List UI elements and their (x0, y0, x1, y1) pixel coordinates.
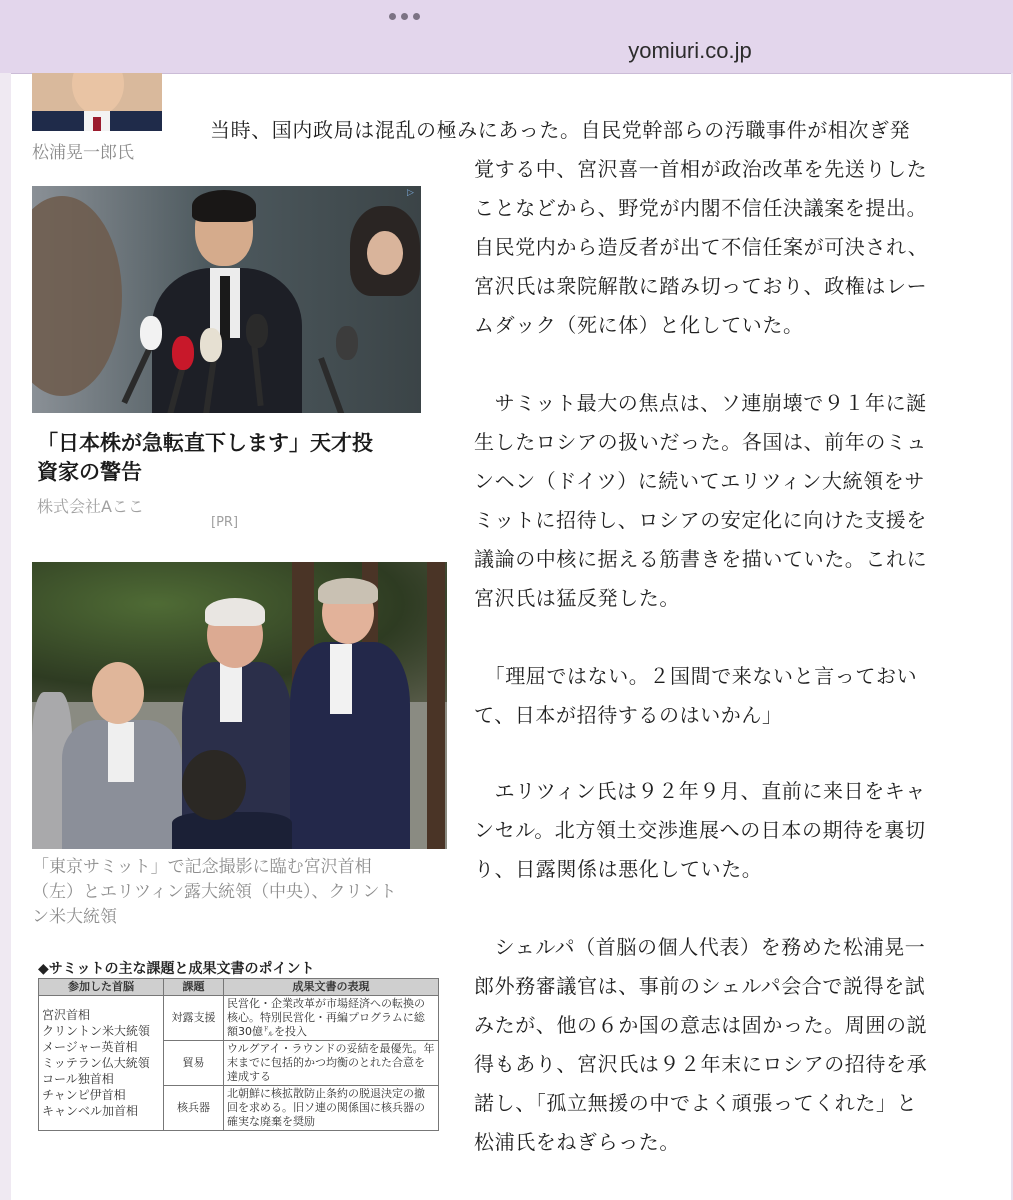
portrait-photo (32, 73, 162, 131)
article-line: 松浦氏をねぎらった。 (474, 1130, 680, 1154)
article-line: みたが、他の６か国の意志は固かった。周囲の説 (474, 1013, 928, 1037)
browser-address-bar (0, 0, 1013, 74)
portrait-caption: 松浦晃一郎氏 (32, 143, 134, 163)
ad-choices-icon[interactable]: ▷ (407, 188, 414, 198)
leaders-cell: 宮沢首相 クリントン米大統領 メージャー英首相 ミッテラン仏大統領 コール独首相 チャンピ伊首相 キャンベル加首相 (39, 996, 164, 1131)
table-cell: 民営化・企業改革が市場経済への転換の核心。特別民営化・再編プログラムに総額30億㌦を投入 (224, 996, 439, 1041)
article-line: て、日本が招待するのはいかん」 (474, 703, 783, 727)
article-line: 宮沢氏は衆院解散に踏み切っており、政権はレー (474, 274, 928, 298)
article-line: シェルパ（首脳の個人代表）を務めた松浦晃一 (474, 935, 926, 959)
summit-photo (32, 562, 447, 849)
cube-icon: ◆ (38, 961, 49, 977)
table-topic: 対露支援 (164, 996, 224, 1041)
article-line: 覚する中、宮沢喜一首相が政治改革を先送りした (474, 157, 928, 181)
ad-pr-label: [PR] (211, 515, 239, 530)
ad-sponsor[interactable]: 株式会社Aここ (37, 497, 144, 516)
article-line: 当時、国内政局は混乱の極みにあった。自民党幹部らの汚職事件が相次ぎ発 (210, 118, 911, 142)
table-title: ◆サミットの主な課題と成果文書のポイント (38, 961, 315, 977)
article-line: サミット最大の焦点は、ソ連崩壊で９１年に誕 (474, 391, 927, 415)
article-line: ミットに招待し、ロシアの安定化に向けた支援を (474, 508, 927, 532)
article-line: 「理屈ではない。２国間で来ないと言っておい (474, 664, 918, 688)
article-line: ことなどから、野党が内閣不信任決議案を提出。 (474, 196, 928, 220)
summit-photo-caption: 「東京サミット」で記念撮影に臨む宮沢首相 （左）とエリツィン露大統領（中央）、クリント ン米大統領 (32, 857, 397, 927)
table-topic: 貿易 (164, 1041, 224, 1086)
article-line: り、日露関係は悪化していた。 (474, 857, 763, 881)
article-line: 諾し、「孤立無援の中でよく頑張ってくれた」と (474, 1091, 918, 1115)
article-line: 議論の中核に据える筋書きを描いていた。これに (474, 547, 928, 571)
table-header: 参加した首脳 (39, 979, 164, 996)
article-line: ムダック（死に体）と化していた。 (474, 313, 804, 337)
article-line: 郎外務審議官は、事前のシェルパ会合で説得を試 (474, 974, 926, 998)
more-dots-icon[interactable] (389, 13, 420, 20)
summit-points-table (38, 978, 439, 1131)
page-edge (0, 73, 11, 1200)
article-line: エリツィン氏は９２年９月、直前に来日をキャ (474, 779, 926, 803)
table-cell: ウルグアイ・ラウンドの妥結を最優先。年末までに包括的かつ均衡のとれた合意を達成する (224, 1041, 439, 1086)
article-line: ンセル。北方領土交渉進展への日本の期待を裏切 (474, 818, 926, 842)
table-header: 課題 (164, 979, 224, 996)
url-display[interactable]: yomiuri.co.jp (628, 38, 752, 63)
article-line: 得もあり、宮沢氏は９２年末にロシアの招待を承 (474, 1052, 928, 1076)
article-line: ンヘン（ドイツ）に続いてエリツィン大統領をサ (474, 469, 925, 493)
ad-image[interactable] (32, 186, 421, 413)
article-line: 自民党内から造反者が出て不信任案が可決され、 (474, 235, 929, 259)
table-topic: 核兵器 (164, 1086, 224, 1131)
table-header: 成果文書の表現 (224, 979, 439, 996)
article-line: 宮沢氏は猛反発した。 (474, 586, 680, 610)
ad-title[interactable]: 「日本株が急転直下します」天才投 資家の警告 (37, 431, 373, 484)
table-cell: 北朝鮮に核拡散防止条約の脱退決定の撤回を求める。旧ソ連の関係国に核兵器の確実な廃棄を奨励 (224, 1086, 439, 1131)
article-line: 生したロシアの扱いだった。各国は、前年のミュ (474, 430, 927, 454)
